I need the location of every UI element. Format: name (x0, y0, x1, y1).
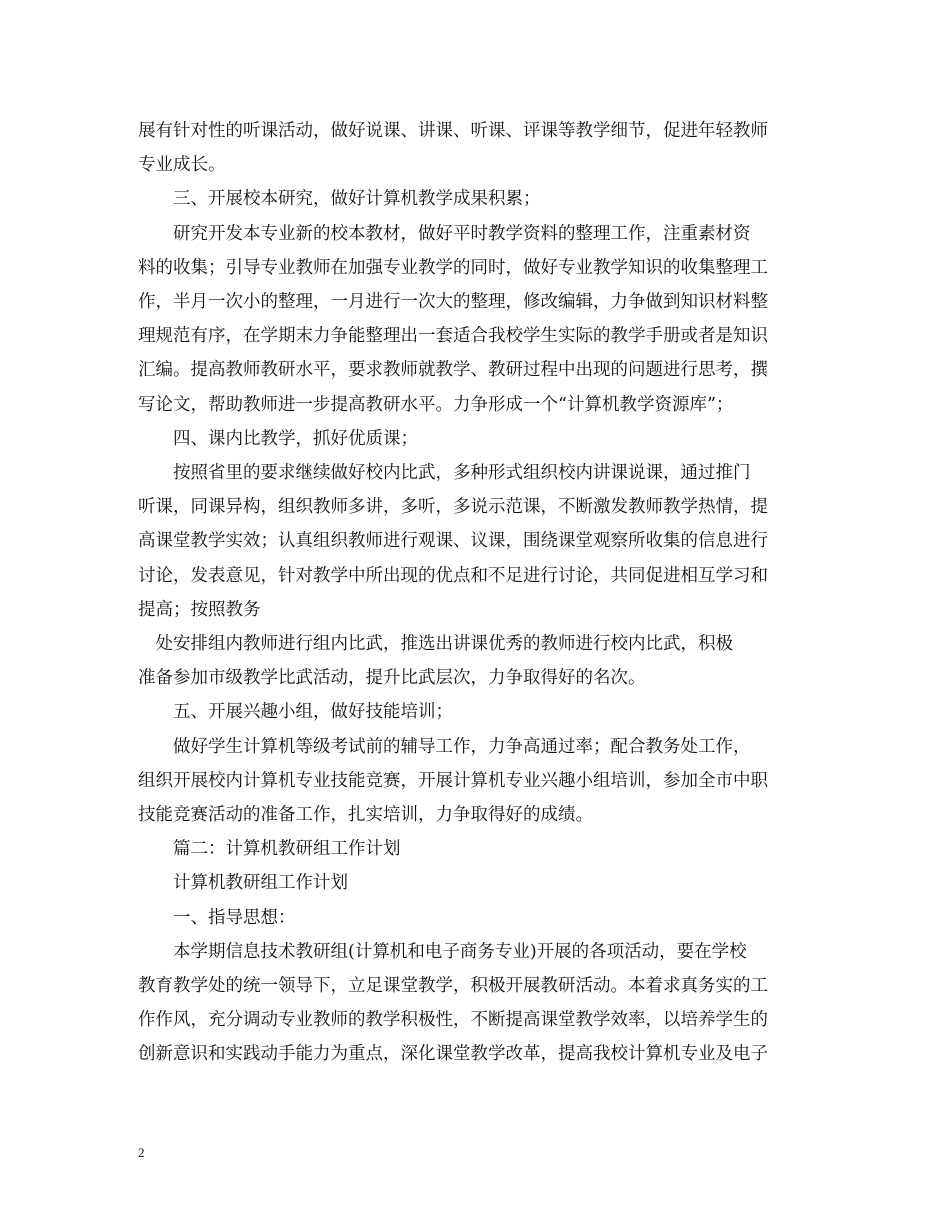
text-line: 按照省里的要求继续做好校内比武，多种形式组织校内讲课说课，通过推门 (138, 463, 751, 483)
text-line: 一、指导思想： (138, 907, 296, 928)
text-line: 五、开展兴趣小组，做好技能培训； (138, 702, 453, 723)
text-line: 技能竞赛活动的准备工作，扎实培训，力争取得好的成绩。 (138, 805, 593, 825)
text-line: 组织开展校内计算机专业技能竞赛，开展计算机专业兴趣小组培训，参加全市中职 (138, 770, 768, 791)
text-line: 计算机教研组工作计划 (138, 873, 348, 894)
text-line: 研究开发本专业新的校本教材，做好平时教学资料的整理工作，注重素材资 (138, 223, 751, 244)
text-line: 理规范有序，在学期末力争能整理出一套适合我校学生实际的教学手册或者是知识 (138, 326, 768, 347)
text-line: 专业成长。 (138, 155, 226, 176)
text-line: 篇二：计算机教研组工作计划 (138, 839, 401, 860)
text-line: 讨论，发表意见，针对教学中所出现的优点和不足进行讨论，共同促进相互学习和 (138, 565, 768, 586)
page-number: 2 (138, 1145, 145, 1160)
text-line: 处安排组内教师进行组内比武，推选出讲课优秀的教师进行校内比武，积极 (138, 634, 733, 654)
text-line: 料的收集；引导专业教师在加强专业教学的同时，做好专业教学知识的收集整理工 (138, 257, 768, 278)
text-line: 写论文，帮助教师进一步提高教研水平。力争形成一个“计算机教学资源库”； (138, 394, 734, 415)
text-line: 听课，同课异构，组织教师多讲，多听，多说示范课，不断激发教师教学热情，提 (138, 497, 768, 518)
text-line: 三、开展校本研究，做好计算机教学成果积累； (138, 189, 541, 210)
text-line: 展有针对性的听课活动，做好说课、讲课、听课、评课等教学细节，促进年轻教师 (138, 121, 768, 141)
text-line: 高课堂教学实效；认真组织教师进行观课、议课，围绕课堂观察所收集的信息进行 (138, 531, 768, 552)
text-line: 本学期信息技术教研组(计算机和电子商务专业)开展的各项活动，要在学校 (138, 941, 747, 962)
text-line: 作作风，充分调动专业教师的教学积极性，不断提高课堂教学效率，以培养学生的 (138, 1010, 768, 1031)
text-line: 教育教学处的统一领导下，立足课堂教学，积极开展教研活动。本着求真务实的工 (138, 976, 768, 996)
text-line: 准备参加市级教学比武活动，提升比武层次，力争取得好的名次。 (138, 668, 646, 689)
text-line: 四、课内比教学，抓好优质课； (138, 428, 418, 449)
text-line: 作，半月一次小的整理，一月进行一次大的整理，修改编辑，力争做到知识材料整 (138, 292, 768, 312)
text-line: 汇编。提高教师教研水平，要求教师就教学、教研过程中出现的问题进行思考，撰 (138, 360, 768, 381)
text-line: 创新意识和实践动手能力为重点，深化课堂教学改革，提高我校计算机专业及电子 (138, 1044, 768, 1065)
text-line: 做好学生计算机等级考试前的辅导工作，力争高通过率；配合教务处工作， (138, 736, 751, 757)
text-line: 提高；按照教务 (138, 599, 261, 620)
